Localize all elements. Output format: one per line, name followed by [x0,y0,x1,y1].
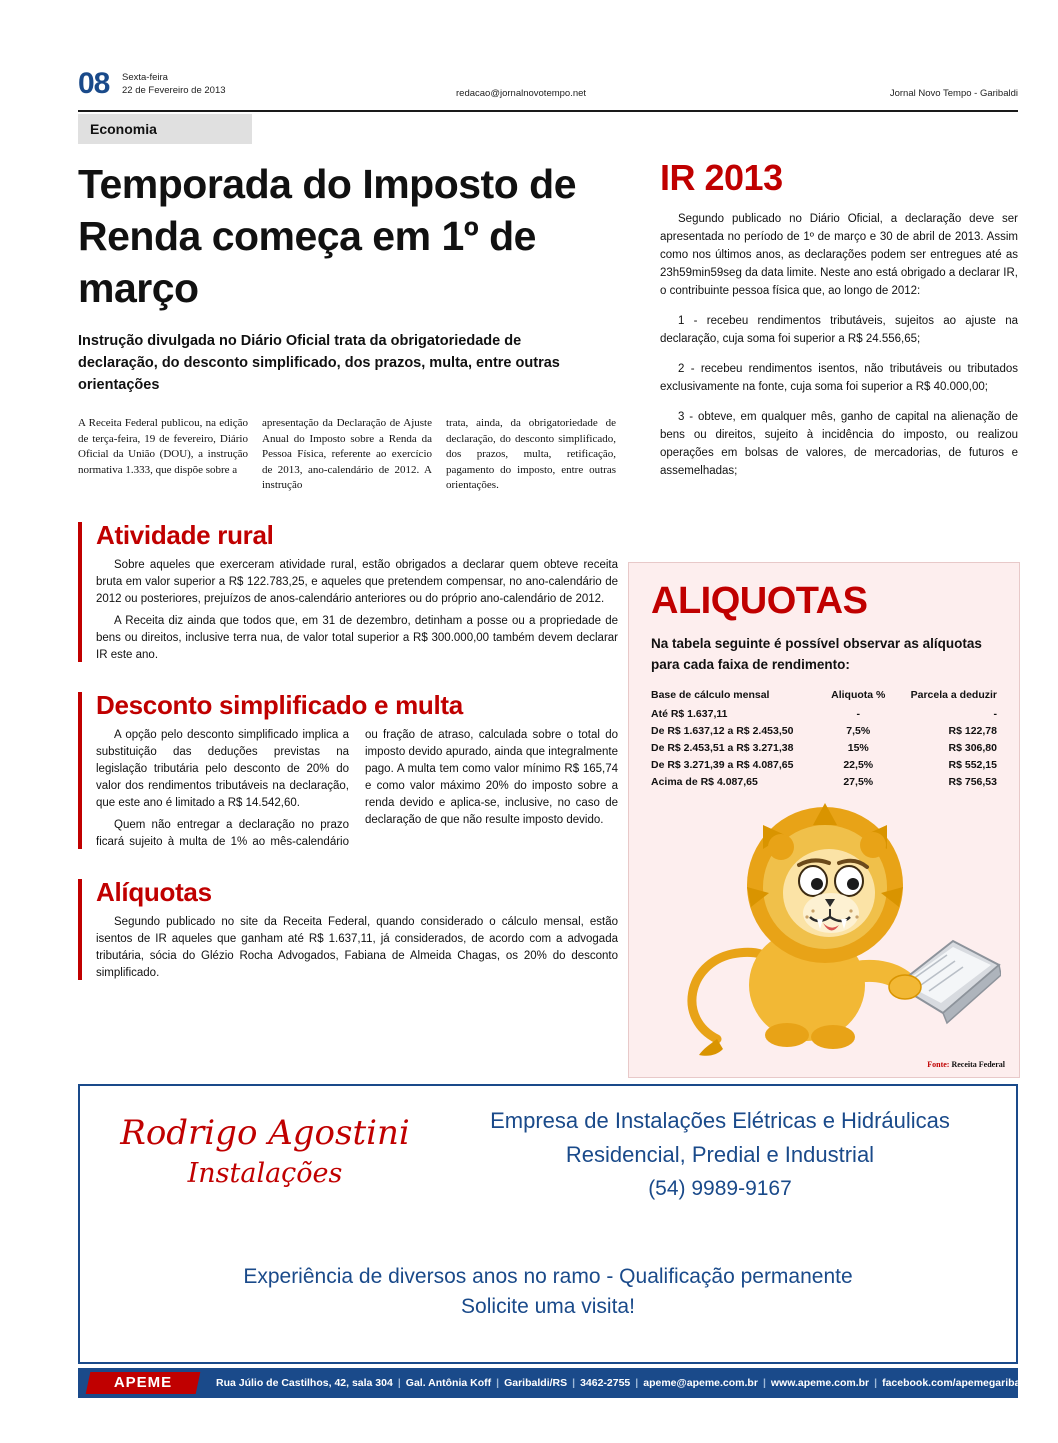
ad-brand-name: Rodrigo Agostini [120,1113,410,1153]
lion-illustration [647,789,1001,1059]
footer-item-facebook[interactable]: facebook.com/apemegaribaldi [882,1377,1033,1389]
aliquotas-box [628,562,1020,1078]
article-block-atividade-rural [78,520,618,664]
block-title: Atividade rural [96,519,274,550]
ad-description [440,1104,1000,1206]
block-paragraph: A Receita diz ainda que todos que, em 31 de dezembro, detinham a posse ou a propriedade de bens ou direitos, inclusive terra nua, de valor total superior a R$ 300.000,00 também devem declarar IR este ano. [96,614,618,661]
source-name: Receita Federal [951,1060,1005,1069]
footer-separator: | [496,1377,500,1389]
table-row [651,705,997,722]
cell-parcela: R$ 122,78 [948,724,997,737]
footer-separator: | [874,1377,878,1389]
lede-paragraph: trata, ainda, da obrigatoriedade de declaração, do desconto simplificado, dos prazos, multa, retificação, pagamento do imposto, entre outras orientações. [446,417,616,491]
header-divider [78,110,1018,112]
header-publication: Jornal Novo Tempo - Garibaldi [889,88,1018,99]
footer-item: 3462-2755 [580,1377,631,1389]
column-header: Base de cálculo mensal [651,689,770,701]
cell-aliquota: - [856,707,860,720]
page-header [78,68,1018,108]
advertisement [78,1084,1018,1364]
footer-separator: | [762,1377,766,1389]
cell-base: Acima de R$ 4.087,65 [651,775,758,788]
ad-phone: (54) 9989-9167 [648,1177,792,1200]
block-paragraph: Sobre aqueles que exerceram atividade rural, estão obrigados a declarar quem obteve receita bruta em valor superior a R$ 122.783,25, e aqueles que pretendem compensar, no ano-calendário de 2012 ou posteriores, prejuízos de anos-calendário anteriores ou do próprio ano-calendário de 2012. [96,558,618,605]
ad-brand [120,1112,410,1192]
ad-tagline [80,1262,1016,1322]
aliquotas-title: ALIQUOTAS [651,580,868,622]
table-header-row [651,689,997,705]
article-lede [78,416,618,494]
sidebar-paragraph: 1 - recebeu rendimentos tributáveis, sujeitos ao ajuste na declaração, cuja soma foi superior a R$ 24.556,65; [660,315,1018,345]
sidebar-paragraph: 2 - recebeu rendimentos isentos, não tributáveis ou tributados exclusivamente na fonte, cuja soma foi superior a R$ 40.000,00; [660,363,1018,393]
column-header: Aliquota % [831,689,886,701]
cell-aliquota: 27,5% [843,775,874,788]
cell-base: Até R$ 1.637,11 [651,707,728,720]
cell-aliquota: 15% [847,741,869,754]
header-date-value: 22 de Fevereiro de 2013 [122,85,226,96]
footer-item-email[interactable]: apeme@apeme.com.br [643,1377,758,1389]
header-date [122,71,226,97]
table-row [651,722,997,739]
ad-line-2: Residencial, Predial e Industrial [565,1142,875,1167]
page-number: 08 [78,67,110,100]
block-title: Alíquotas [96,876,212,907]
sidebar-body [660,210,1018,480]
cell-parcela: R$ 552,15 [948,758,997,771]
table-row [651,756,997,773]
lede-paragraph: apresentação da Declaração de Ajuste Anual do Imposto sobre a Renda da Pessoa Física, referente ao exercício de 2013, ano-calendário de 2012. A instrução [262,417,432,491]
sidebar-paragraph: Segundo publicado no Diário Oficial, a declaração deve ser apresentada no período de 1º de março e 30 de abril de 2013. Assim como nos últimos anos, as declarações podem ser entregues até as 23h59min59seg da data limite. Neste ano está obrigado a declarar IR, o contribuinte pessoa física que, ao longo de 2012: [660,213,1018,297]
source-label: Fonte: [927,1060,950,1069]
footer-item: Rua Júlio de Castilhos, 42, sala 304 [216,1377,393,1389]
article-block-aliquotas [78,877,618,982]
cell-base: De R$ 3.271,39 a R$ 4.087,65 [651,758,794,771]
footer-item: Garibaldi/RS [504,1377,568,1389]
aliquotas-subtitle: Na tabela seguinte é possível observar as alíquotas para cada faixa de rendimento: [651,636,982,672]
aliquotas-table [651,689,997,790]
cell-base: De R$ 2.453,51 a R$ 3.271,38 [651,741,794,754]
block-paragraph: Quem não entregar a declaração no prazo ficará sujeito à multa de 1% ao mês-calendário ou fração de atraso, calculada sobre o total do imposto devido apurado, ainda que integralmente pago. A multa tem como valor mínimo R$ 165,74 e como valor máximo 20% do imposto sobre a renda devido e aplica-se, inclusive, no caso de declaração de que não resulte imposto devido. [96,728,618,848]
ad-footer-bar [78,1368,1033,1398]
source-note [927,1060,1005,1069]
cell-parcela: - [993,707,997,720]
footer-item-website[interactable]: www.apeme.com.br [770,1377,870,1389]
header-weekday: Sexta-feira [122,72,168,83]
header-email: redacao@jornalnovotempo.net [456,88,587,99]
footer-separator: | [397,1377,401,1389]
table-row [651,773,997,790]
apeme-logo [86,1372,201,1394]
cell-parcela: R$ 756,53 [948,775,997,788]
sidebar-title: IR 2013 [660,157,783,198]
block-title: Desconto simplificado e multa [96,689,463,720]
column-header: Parcela a deduzir [910,689,997,701]
footer-separator: | [635,1377,639,1389]
cell-parcela: R$ 306,80 [948,741,997,754]
main-article [78,158,618,987]
sidebar-ir2013 [660,158,1018,480]
ad-tagline-2: Solicite uma visita! [461,1295,635,1318]
cell-aliquota: 22,5% [843,758,874,771]
block-paragraph: Segundo publicado no site da Receita Federal, quando considerado o cálculo mensal, estão isentos de IR aqueles que ganham até R$ 1.637,11, já considerados, de acordo com a advogada tributária, sócia do Glézio Rocha Advogados, Fabiana de Almeida Chagas, os 20% do desconto simplificado. [96,915,618,979]
block-paragraph: A opção pelo desconto simplificado implica a substituição das deduções previstas na legislação tributária pelo desconto de 20% do valor dos rendimentos tributáveis na declaração, que este ano é limitado a R$ 14.542,60. [96,728,349,809]
article-subhead: Instrução divulgada no Diário Oficial trata da obrigatoriedade de declaração, do desconto simplificado, dos prazos, multa, entre outras orientações [78,333,560,393]
footer-item: Gal. Antônia Koff [405,1377,492,1389]
footer-contact-info [216,1368,1033,1398]
ad-brand-sub: Instalações [187,1158,343,1189]
ad-line-1: Empresa de Instalações Elétricas e Hidráulicas [490,1108,950,1133]
block-columns [96,727,618,851]
section-tag [78,114,252,144]
lede-paragraph: A Receita Federal publicou, na edição de terça-feira, 19 de fevereiro, Diário Oficial da União (DOU), a instrução normativa 1.333, que dispõe sobre a [78,417,248,476]
footer-separator: | [572,1377,576,1389]
ad-tagline-1: Experiência de diversos anos no ramo - Qualificação permanente [243,1265,853,1288]
sidebar-paragraph: 3 - obteve, em qualquer mês, ganho de capital na alienação de bens ou direitos, sujeito à incidência do imposto, ou realizou operações em bolsas de valores, de mercadorias, de futuros e assemelhadas; [660,411,1018,477]
page-title: Temporada do Imposto de Renda começa em 1º de março [78,161,576,311]
apeme-logo-label: APEME [113,1374,173,1391]
article-block-desconto-simplificado [78,690,618,851]
cell-aliquota: 7,5% [846,724,871,737]
lion-with-laptop-icon [647,789,1001,1059]
section-tag-label: Economia [90,121,157,137]
table-row [651,739,997,756]
cell-base: De R$ 1.637,12 a R$ 2.453,50 [651,724,794,737]
